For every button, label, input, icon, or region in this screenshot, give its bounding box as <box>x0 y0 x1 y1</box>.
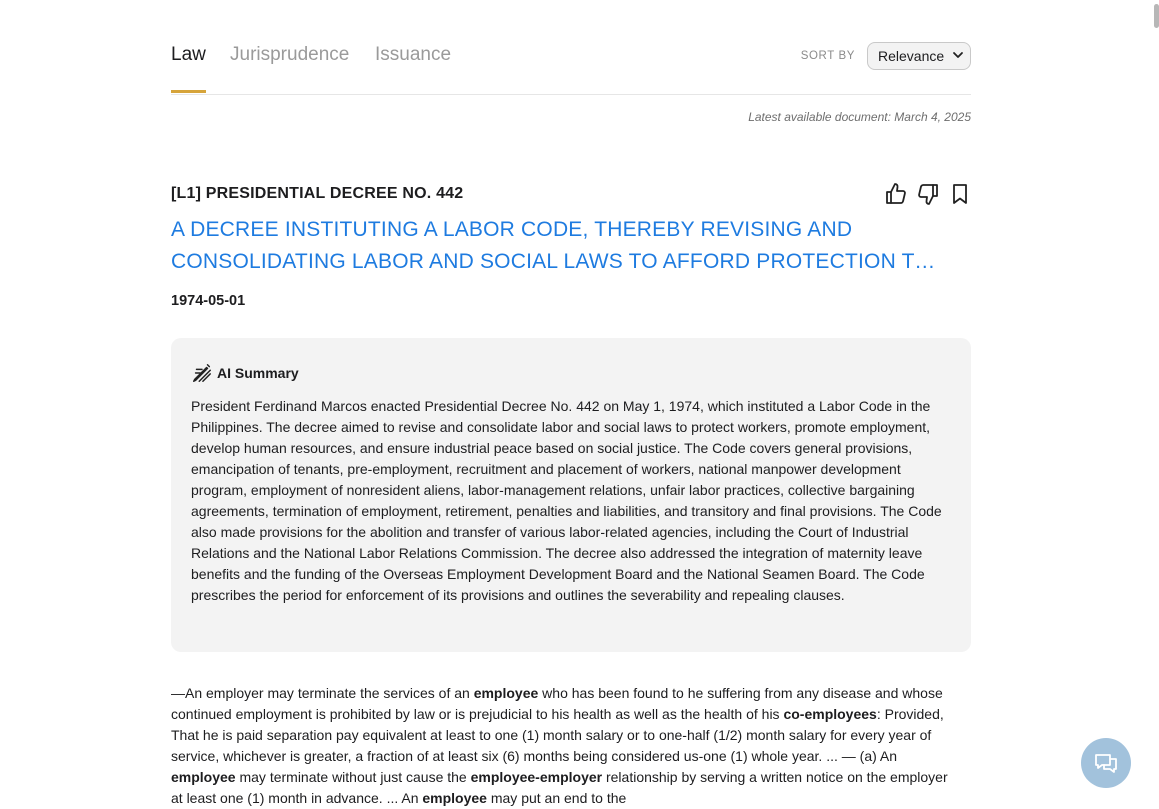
tab-issuance[interactable]: Issuance <box>375 44 452 65</box>
sort-select-value: Relevance <box>878 48 945 64</box>
snippet-text: relationship by serving a written notice on the employer at least one (1) month in advance. ... An <box>171 769 948 806</box>
tab-law[interactable]: Law <box>171 44 206 65</box>
highlighted-term: co-employees <box>783 706 877 722</box>
snippet-text: may terminate without just cause the <box>235 769 471 785</box>
ai-summary-heading <box>191 362 299 384</box>
chat-bubbles-icon <box>1092 749 1120 777</box>
snippet-text: —An employer may terminate the services of an <box>171 685 474 701</box>
snippet-text: : Provided, That he is paid separation pay equivalent at least to one (1) month salary or to one-half (1/2) month salary for every year of service, whichever is greater, a fraction of at least six (6) months being considered us-one (1) whole year. ... — (a) An <box>171 706 944 764</box>
document-date: 1974-05-01 <box>171 293 246 309</box>
result-actions <box>884 182 972 208</box>
ai-summary-title: AI Summary <box>217 365 299 381</box>
ai-summary-icon <box>191 362 213 384</box>
tab-jurisprudence[interactable]: Jurisprudence <box>230 44 350 65</box>
highlighted-term: employee <box>422 790 487 806</box>
ai-summary-panel <box>171 338 971 652</box>
highlighted-term: employee <box>473 685 539 701</box>
bookmark-icon[interactable] <box>948 182 972 206</box>
thumbs-up-icon[interactable] <box>884 182 908 206</box>
search-snippet <box>171 683 951 809</box>
thumbs-down-icon[interactable] <box>916 182 940 206</box>
snippet-text: who has been found to he suffering from any disease and whose continued employment is prohibited by law or is prejudicial to his health as well as the health of his <box>171 685 943 722</box>
chat-button[interactable] <box>1081 738 1131 788</box>
sort-by-label: SORT BY <box>800 50 855 62</box>
chevron-down-icon <box>952 49 964 64</box>
sort-select[interactable] <box>867 42 971 70</box>
highlighted-term: employee-employer <box>470 769 603 785</box>
document-code: [L1] PRESIDENTIAL DECREE NO. 442 <box>171 185 464 202</box>
results-header <box>171 0 971 95</box>
scrollbar-thumb[interactable] <box>1154 4 1159 28</box>
active-tab-indicator <box>171 90 206 93</box>
highlighted-term: employee <box>171 769 236 785</box>
ai-summary-text: President Ferdinand Marcos enacted Presidential Decree No. 442 on May 1, 1974, which instituted a Labor Code in the Philippines. The decree aimed to revise and consolidate labor and social laws to protect workers, promote employment, develop human resources, and ensure industrial peace based on social justice. The Code covers general provisions, emancipation of tenants, pre-employment, recruitment and placement of workers, national manpower development program, employment of nonresident aliens, labor-management relations, unfair labor practices, collective bargaining agreements, termination of employment, retirement, penalties and liabilities, and transitory and final provisions. The Code also made provisions for the abolition and transfer of various labor-related agencies, including the Court of Industrial Relations and the National Labor Relations Commission. The decree also addressed the integration of maternity leave benefits and the funding of the Overseas Employment Development Board and the National Seamen Board. The Code prescribes the period for enforcement of its provisions and outlines the severability and repealing clauses. <box>191 398 942 603</box>
snippet-text: may put an end to the <box>486 790 627 806</box>
document-title-link[interactable]: A DECREE INSTITUTING A LABOR CODE, THEREBY REVISING AND CONSOLIDATING LABOR AND SOCIAL LAWS TO AFFORD PROTECTION TO <box>171 218 931 273</box>
latest-document-note: Latest available document: March 4, 2025 <box>748 110 971 124</box>
